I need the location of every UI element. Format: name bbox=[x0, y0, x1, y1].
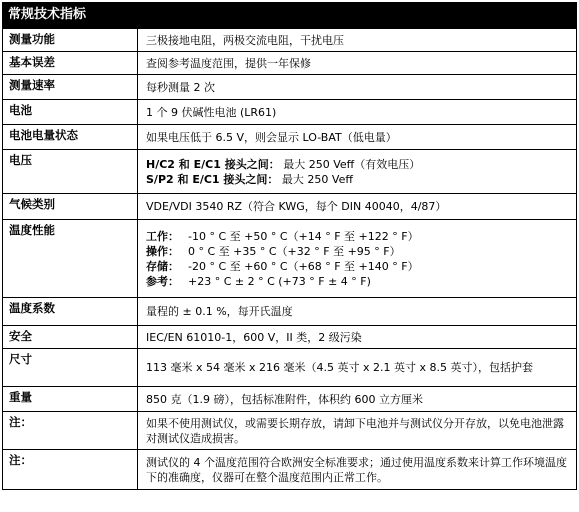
voltage-key: H/C2 和 E/C1 接头之间： bbox=[146, 157, 280, 171]
table-row bbox=[3, 150, 577, 194]
temperature-key: 存储： bbox=[146, 259, 179, 273]
row-value-voltage bbox=[138, 150, 577, 194]
row-label-measure-rate: 测量速率 bbox=[3, 75, 138, 100]
temperature-text: 0 ° C 至 +35 ° C（+32 ° F 至 +95 ° F） bbox=[188, 244, 401, 258]
voltage-text: 最大 250 Veff（有效电压） bbox=[283, 157, 421, 171]
voltage-line bbox=[146, 157, 570, 172]
row-value-battery-status: 如果电压低于 6.5 V，则会显示 LO-BAT（低电量） bbox=[138, 125, 577, 150]
row-value-temp-coefficient: 量程的 ± 0.1 %，每开氏温度 bbox=[138, 298, 577, 326]
page-title: 常规技术指标 bbox=[2, 2, 577, 28]
temperature-line bbox=[146, 229, 570, 244]
row-label-note-2: 注： bbox=[3, 450, 138, 490]
temperature-key: 操作： bbox=[146, 244, 179, 258]
voltage-text: 最大 250 Veff bbox=[281, 172, 353, 186]
row-label-basic-error: 基本误差 bbox=[3, 52, 138, 75]
table-row bbox=[3, 220, 577, 298]
row-value-note-2: 测试仪的 4 个温度范围符合欧洲安全标准要求；通过使用温度系数来计算工作环境温度下的准确度，仪器可在整个温度范围内正常工作。 bbox=[138, 450, 577, 490]
table-row bbox=[3, 326, 577, 349]
row-value-measure-rate: 每秒测量 2 次 bbox=[138, 75, 577, 100]
temperature-line bbox=[146, 274, 570, 289]
row-label-weight: 重量 bbox=[3, 387, 138, 412]
row-label-battery-status: 电池电量状态 bbox=[3, 125, 138, 150]
row-label-voltage: 电压 bbox=[3, 150, 138, 194]
spec-table bbox=[2, 28, 577, 490]
table-row bbox=[3, 412, 577, 450]
table-row bbox=[3, 75, 577, 100]
temperature-text: -20 ° C 至 +60 ° C（+68 ° F 至 +140 ° F） bbox=[188, 259, 419, 273]
table-row bbox=[3, 100, 577, 125]
table-row bbox=[3, 450, 577, 490]
row-value-weight: 850 克（1.9 磅），包括标准附件，体积约 600 立方厘米 bbox=[138, 387, 577, 412]
row-label-temperature: 温度性能 bbox=[3, 220, 138, 298]
voltage-key: S/P2 和 E/C1 接头之间： bbox=[146, 172, 279, 186]
table-row bbox=[3, 387, 577, 412]
temperature-text: +23 ° C ± 2 ° C (+73 ° F ± 4 ° F) bbox=[188, 274, 371, 288]
table-row bbox=[3, 29, 577, 52]
row-label-measure-function: 测量功能 bbox=[3, 29, 138, 52]
row-value-battery: 1 个 9 伏碱性电池 (LR61) bbox=[138, 100, 577, 125]
table-row bbox=[3, 52, 577, 75]
table-row bbox=[3, 298, 577, 326]
row-value-basic-error: 查阅参考温度范围，提供一年保修 bbox=[138, 52, 577, 75]
temperature-text: -10 ° C 至 +50 ° C（+14 ° F 至 +122 ° F） bbox=[188, 229, 419, 243]
row-label-climate: 气候类别 bbox=[3, 194, 138, 220]
row-value-note-1: 如果不使用测试仪，或需要长期存放，请卸下电池并与测试仪分开存放，以免电池泄露对测试仪造成损害。 bbox=[138, 412, 577, 450]
temperature-key: 工作： bbox=[146, 229, 179, 243]
row-label-battery: 电池 bbox=[3, 100, 138, 125]
row-label-temp-coefficient: 温度系数 bbox=[3, 298, 138, 326]
row-value-measure-function: 三极接地电阻，两极交流电阻，干扰电压 bbox=[138, 29, 577, 52]
voltage-line bbox=[146, 172, 570, 187]
row-label-safety: 安全 bbox=[3, 326, 138, 349]
row-label-dimensions: 尺寸 bbox=[3, 349, 138, 387]
table-row bbox=[3, 194, 577, 220]
row-value-safety: IEC/EN 61010-1，600 V，II 类，2 级污染 bbox=[138, 326, 577, 349]
temperature-line bbox=[146, 259, 570, 274]
table-row bbox=[3, 125, 577, 150]
row-value-climate: VDE/VDI 3540 RZ（符合 KWG，每个 DIN 40040，4/87） bbox=[138, 194, 577, 220]
table-row bbox=[3, 349, 577, 387]
temperature-line bbox=[146, 244, 570, 259]
row-label-note-1: 注： bbox=[3, 412, 138, 450]
temperature-key: 参考： bbox=[146, 274, 179, 288]
row-value-temperature bbox=[138, 220, 577, 298]
row-value-dimensions: 113 毫米 x 54 毫米 x 216 毫米（4.5 英寸 x 2.1 英寸 x 8.5 英寸），包括护套 bbox=[138, 349, 577, 387]
